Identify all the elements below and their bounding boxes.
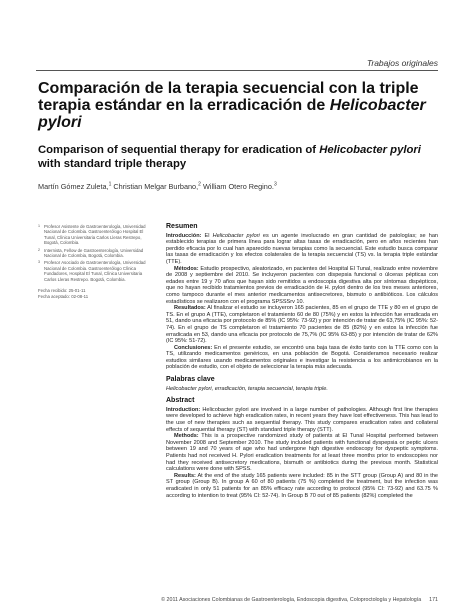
affiliation-1 <box>38 224 148 246</box>
affiliation-2 <box>38 248 148 259</box>
abstract-intro-label: Introduction: <box>166 406 201 413</box>
resumen-introduccion <box>166 233 438 266</box>
resumen-methods-label: Métodos: <box>174 265 199 272</box>
resumen-results-text: Al finalizar el estudio se incluyeron 165 pacientes, 85 en el grupo de TTE y 80 en el grupo de TS. En el grupo A (TTE), completaron el tratamiento 60 de 80 (75%) y en estos la infección fue erradicada en 51, dando una eficacia por protocolo de 85% (IC 95%: 73-92) y por intención de tratar de 63,75% (IC 95%: 52-74). En el grupo de TS completaron el tratamiento 70 pacientes de 85 (82%) y en estos la infección fue erradicada en 53, dando una eficacia por protocolo de 75,7% (IC 95% 63-85) y por intención de tratar de 62% (IC 95%: 51-72). <box>166 305 438 345</box>
title-es-main: Comparación de la terapia secuencial con la triple terapia estándar en la erradicación de <box>38 80 419 114</box>
abstract-results <box>166 473 438 499</box>
abstract-results-label: Results: <box>174 472 196 479</box>
main-column <box>166 224 438 499</box>
title-en-italic: Helicobacter pylori <box>319 144 421 156</box>
resumen-methods-text: Estudio prospectivo, aleatorizado, en pacientes del Hospital El Tunal, realizado entre noviembre de 2008 y septiembre del 2010. Se incluyeron pacientes con dispepsia funcional o úlceras pépticas con edades entre 19 y 70 años que hayan sido remitidos a endoscopia digestiva alta por síntomas dispépticos, que no hayan recibido tratamientos previos de erradicación de H. pylori dentro de los tres meses anteriores, como tampoco durante el mes anterior medicamentos antisecretores, bismuto o antibióticos. Los cálculos estadísticos se realizaron con el programa SPSSSrv 10. <box>166 265 438 305</box>
date-received: Fecha recibido: 25-01-11 <box>38 288 86 294</box>
resumen-results-label: Resultados: <box>174 305 206 312</box>
page-footer <box>36 597 438 603</box>
author-3-sup: 3 <box>273 182 277 188</box>
affiliations <box>38 224 148 301</box>
keywords-heading: Palabras clave <box>166 376 215 384</box>
resumen-conclusions-text: En el presente estudio, se encontró una baja tasa de éxito tanto con la TTE como con la TS, utilizando medicamentos genéricos, en una población de Bogotá. Consideramos necesario realizar estudios similares usando medicamentos originales e investigar la resistencia a los antimicrobianos en la población de estudio, con el objeto de seleccionar la terapia más adecuada. <box>166 344 438 371</box>
affiliation-2-num: 2 <box>38 247 40 252</box>
resumen-resultados <box>166 305 438 345</box>
abstract-heading: Abstract <box>166 397 195 405</box>
header-rule <box>36 70 438 71</box>
abstract-introduction <box>166 407 438 433</box>
title-es-italic: Helicobacter pylori <box>38 97 426 131</box>
affiliation-1-num: 1 <box>38 224 40 228</box>
section-label: Trabajos originales <box>366 58 438 68</box>
affiliation-2-text: Internista, Fellow de Gastroenterología, Universidad Nacional de Colombia, Bogotá, Colombia. <box>44 247 144 259</box>
affiliation-1-text: Profesor Asistente de Gastroenterología, Universidad Nacional de Colombia. Gastroenterólogo Hospital El Tunal, Clínica Universitaria Carlos Lleras Restrepo, Bogotá, Colombia. <box>44 224 146 246</box>
abstract-intro-text: Helicobacter pylori are involved in a large number of pathologies. Although first line therapies were developed to achieve high eradication rates, in recent years they have lost effectiveness. This has lead to the use of new therapies such as sequential therapy. This study compares eradication rates and collateral effects of sequential therapy (ST) with standard triple therapy (STT). <box>166 406 438 433</box>
affiliation-3-text: Profesor Asociado de Gastroenterología, Universidad Nacional de Colombia. Gastroenterólogo Clínica Fundadores, Hospital El Tunal, Clínica Universitaria Carlos Lleras Restrepo. Bogotá, Colombia. <box>44 260 146 282</box>
resumen-heading: Resumen <box>166 223 198 230</box>
author-2-sup: 2 <box>198 182 201 188</box>
footer-copyright: © 2011 Asociaciones Colombianas de Gastroenterología, Endoscopia digestiva, Coloproctología y Hepatología <box>161 597 422 603</box>
resumen-intro-label: Introducción: <box>166 232 202 239</box>
abstract-methods-text: This is a prospective randomized study of patients at El Tunal Hospital performed between November 2008 and September 2010. The study included patients with functional dyspepsia or peptic ulcers between 19 and 70 years of age who had undergone high digestive endoscopy for dyspeptic symptoms. Patients had not received H. Pylori eradication treatments for at least three months prior to endoscopies nor had they received antisecretory medications, bismuth or antibiotics during the previous month. Statistical calculations were done with SPSS. <box>166 433 438 473</box>
keywords-text: Helicobacter pylori, erradicación, terapia secuencial, terapia triple. <box>166 385 328 392</box>
affiliation-3 <box>38 260 148 282</box>
authors <box>38 182 438 191</box>
abstract-methods <box>166 433 438 473</box>
author-1 <box>38 182 111 191</box>
author-2 <box>113 182 201 191</box>
resumen-metodos <box>166 266 438 306</box>
page-number: 171 <box>429 597 438 603</box>
abstract-results-text: At the end of the study 165 patients were included: 85 in the STT group (Group A) and 80 in the ST group (Group B). In group A 60 of 80 patients (75 %) completed the treatment, but the infection was eradicated in only 51 patients for an 85% efficacy rate according to protocol (95% CI: 73-92) and 63.75 % according to intention to treat (95% CI: 52-74). In Group B 70 out of 85 patients (82%) completed the <box>166 472 438 499</box>
author-3 <box>203 182 277 191</box>
author-3-name: William Otero Regino. <box>202 182 274 192</box>
author-2-name: Christian Melgar Burbano, <box>113 182 199 192</box>
title-en-main: Comparison of sequential therapy for eradication of <box>38 144 320 156</box>
author-1-name: Martín Gómez Zuleta, <box>38 182 109 192</box>
article-dates <box>38 288 148 300</box>
resumen-intro-italic: Helicobacter pylori <box>212 232 260 239</box>
resumen-intro-text: es un agente involucrado en gran cantidad de patologías; se han establecido terapias de primera línea para lograr altas tasas de erradicación, pero en años recientes han perdido eficacia por lo cual han aparecido nuevas terapias como la secuencial. Este estudio busca comparar las tasas de erradicación y los efectos colaterales de la terapia secuencial (TS) vs. la terapia triple estándar (TTE). <box>166 232 439 265</box>
date-accepted: Fecha aceptado: 02-08-11 <box>38 294 89 300</box>
title-en-tail: with standard triple therapy <box>38 158 187 170</box>
resumen-conclusions-label: Conclusiones: <box>174 344 213 351</box>
resumen-conclusiones <box>166 345 438 371</box>
author-1-sup: 1 <box>108 182 112 188</box>
abstract-methods-label: Methods: <box>174 433 199 440</box>
affiliation-3-num: 3 <box>38 260 40 265</box>
resumen-intro-pre: El <box>201 232 213 239</box>
title-english <box>38 143 438 171</box>
title-spanish <box>38 80 438 131</box>
